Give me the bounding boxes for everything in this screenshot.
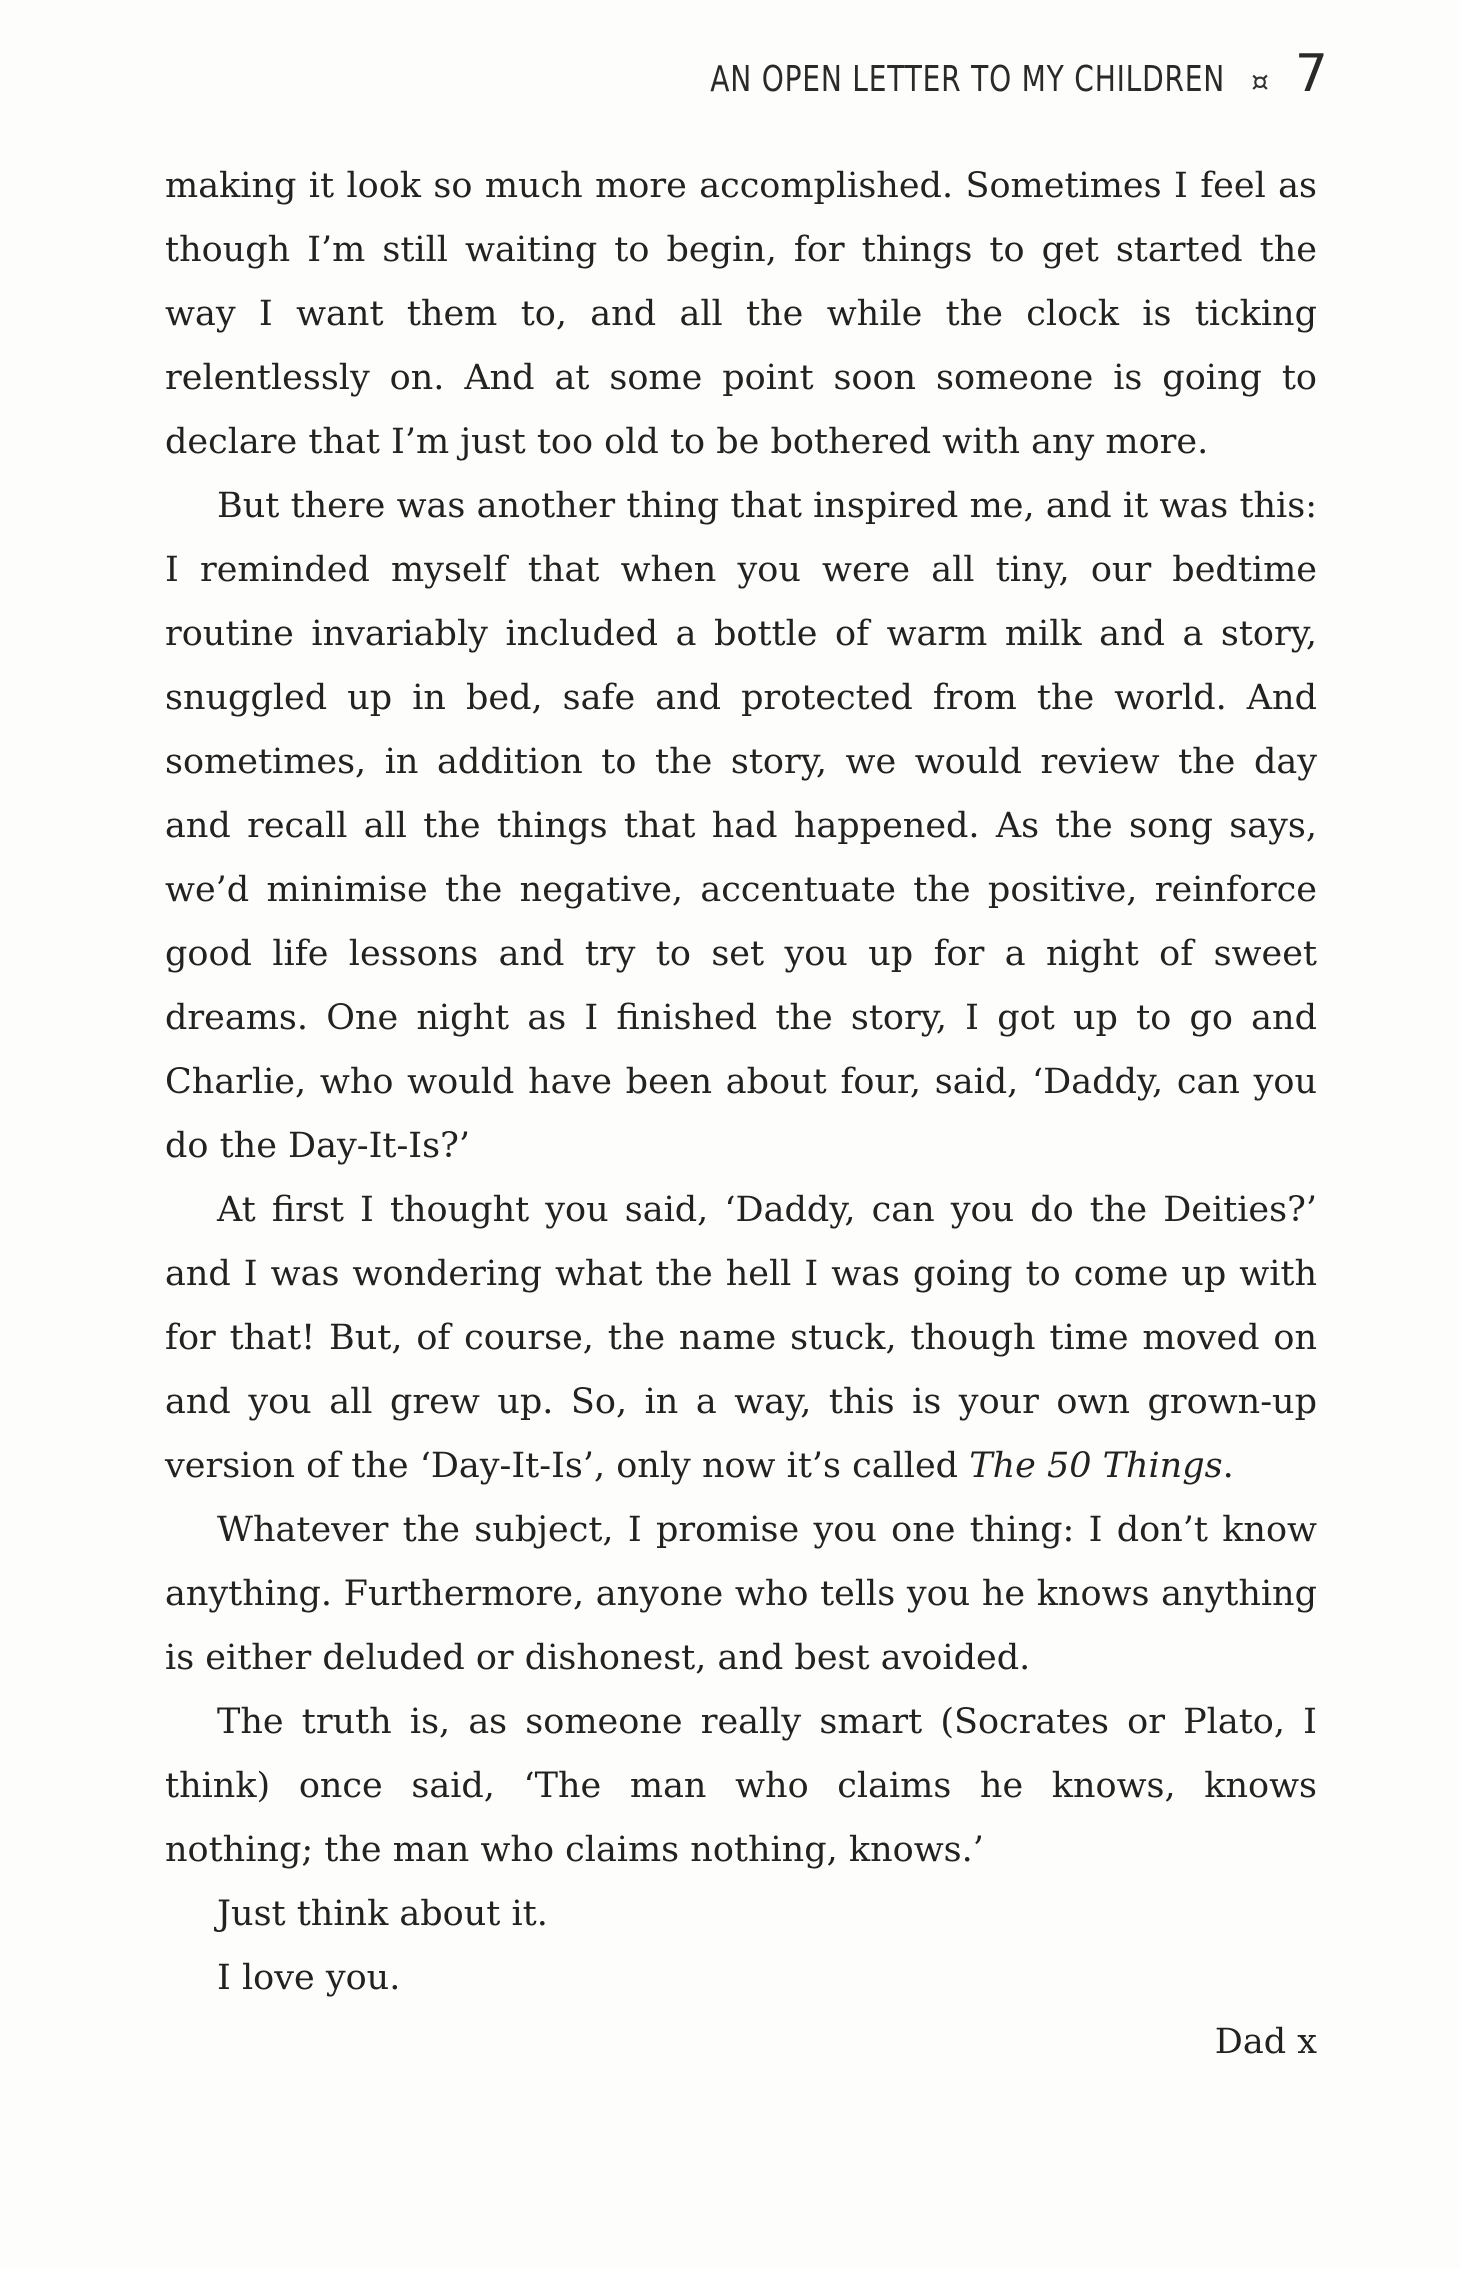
paragraph-2: But there was another thing that inspired me, and it was this: I reminded myself that when you were all tiny, our bedtime routine invariably included a bottle of warm milk and a story, snuggled up in bed, safe and protected from the world. And sometimes, in addition to the story, we would review the day and recall all the things that had happened. As the song says, we’d minimise the negative, accentuate the positive, reinforce good life lessons and try to set you up for a night of sweet dreams. One night as I finished the story, I got up to go and Charlie, who would have been about four, said, ‘Daddy, can you do the Day-It-Is?’ [165,486,1317,1166]
running-head-title: AN OPEN LETTER TO MY CHILDREN [710,59,1226,100]
letter-body [165,154,1317,2074]
paragraph-3 [165,1178,1317,1498]
signoff: Dad x [1214,2022,1317,2062]
paragraph-5: The truth is, as someone really smart (Socrates or Plato, I think) once said, ‘The man who claims he knows, knows nothing; the man who claims nothing, knows.’ [165,1702,1317,1870]
book-title: The 50 Things [969,1446,1223,1486]
paragraph-3-end: . [1222,1446,1234,1486]
paragraph-6: Just think about it. [217,1894,548,1934]
ornament-icon: ¤ [1251,65,1269,98]
paragraph-3-text: At first I thought you said, ‘Daddy, can you do the Deities?’ and I was wondering what the hell I was going to come up with for that! But, of course, the name stuck, though time moved on and you all grew up. So, in a way, this is your own grown-up version of the ‘Day-It-Is’, only now it’s called [165,1190,1317,1486]
running-header [565,44,1328,118]
paragraph-4: Whatever the subject, I promise you one thing: I don’t know anything. Furthermore, anyone who tells you he knows anything is either deluded or dishonest, and best avoided. [165,1510,1317,1678]
page-number: 7 [1294,44,1328,104]
paragraph-1: making it look so much more accomplished. Sometimes I feel as though I’m still waiting to begin, for things to get started the way I want them to, and all the while the clock is ticking relentlessly on. And at some point soon someone is going to declare that I’m just too old to be bothered with any more. [165,166,1317,462]
paragraph-7: I love you. [217,1958,401,1998]
